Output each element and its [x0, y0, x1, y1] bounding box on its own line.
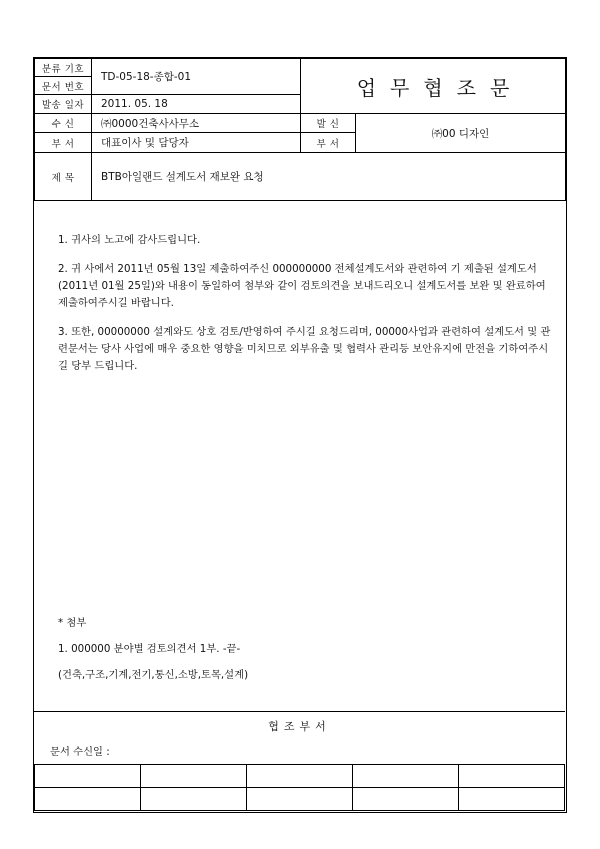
document-title: 업무협조문 — [301, 59, 566, 114]
sender-label-2: 부 서 — [301, 133, 356, 153]
doc-number: TD-05-18-종합-01 — [92, 59, 301, 95]
grid-cell — [353, 765, 459, 788]
grid-cell — [459, 765, 565, 788]
sender-name: ㈜00 디자인 — [356, 114, 566, 153]
body-paragraph-3: 3. 또한, 00000000 설계와도 상호 검토/반영하여 주시길 요청드리며, 00000사업과 관련하여 설계도서 및 관련문서는 당사 사업에 매우 중요한 영향을 미치므로 외부유출 및 협력사 관리등 보안유지에 만전을 기하여주시길 당부 드립니다. — [58, 326, 551, 372]
classification-label: 분류 기호 — [35, 59, 92, 77]
send-date-label: 발송 일자 — [35, 95, 92, 114]
attachment-item-1: 1. 000000 분야별 검토의견서 1부. -끝- — [58, 643, 241, 655]
cooperation-divider — [34, 711, 565, 712]
body-paragraph-2: 2. 귀 사에서 2011년 05월 13일 제출하여주신 000000000 전체설계도서와 관련하여 기 제출된 설계도서(2011년 01월 25일)와 내용이 동일하여 첨부와 같이 검토의견을 보내드리오니 설계도서를 보완 및 완료하여 제출하여주시길 바랍니다. — [58, 263, 546, 309]
document-frame — [33, 57, 567, 813]
recipient-label-1: 수 신 — [35, 114, 92, 133]
grid-cell — [353, 788, 459, 811]
grid-cell — [141, 765, 247, 788]
attachment-heading: * 첨부 — [58, 617, 87, 629]
grid-cell — [459, 788, 565, 811]
body-text — [58, 232, 554, 387]
grid-cell — [247, 765, 353, 788]
grid-cell — [35, 765, 141, 788]
grid-cell — [141, 788, 247, 811]
sender-label-1: 발 신 — [301, 114, 356, 133]
cooperation-title: 협조부서 — [268, 720, 331, 733]
cooperation-grid — [34, 764, 565, 811]
grid-cell — [35, 788, 141, 811]
received-date-label: 문서 수신일 : — [50, 746, 110, 758]
attachment-item-2: (건축,구조,기계,전기,통신,소방,토목,설계) — [58, 669, 249, 681]
recipient-label-2: 부 서 — [35, 133, 92, 153]
docno-label: 문서 번호 — [35, 77, 92, 95]
header-table — [34, 58, 566, 201]
subject-label: 제 목 — [35, 153, 92, 201]
send-date: 2011. 05. 18 — [92, 95, 301, 114]
recipient-department: 대표이사 및 담당자 — [92, 133, 301, 153]
grid-cell — [247, 788, 353, 811]
body-paragraph-1: 1. 귀사의 노고에 감사드립니다. — [58, 234, 201, 246]
subject-text: BTB아일랜드 설계도서 재보완 요청 — [92, 153, 566, 201]
recipient-name: ㈜0000건축사사무소 — [92, 114, 301, 133]
